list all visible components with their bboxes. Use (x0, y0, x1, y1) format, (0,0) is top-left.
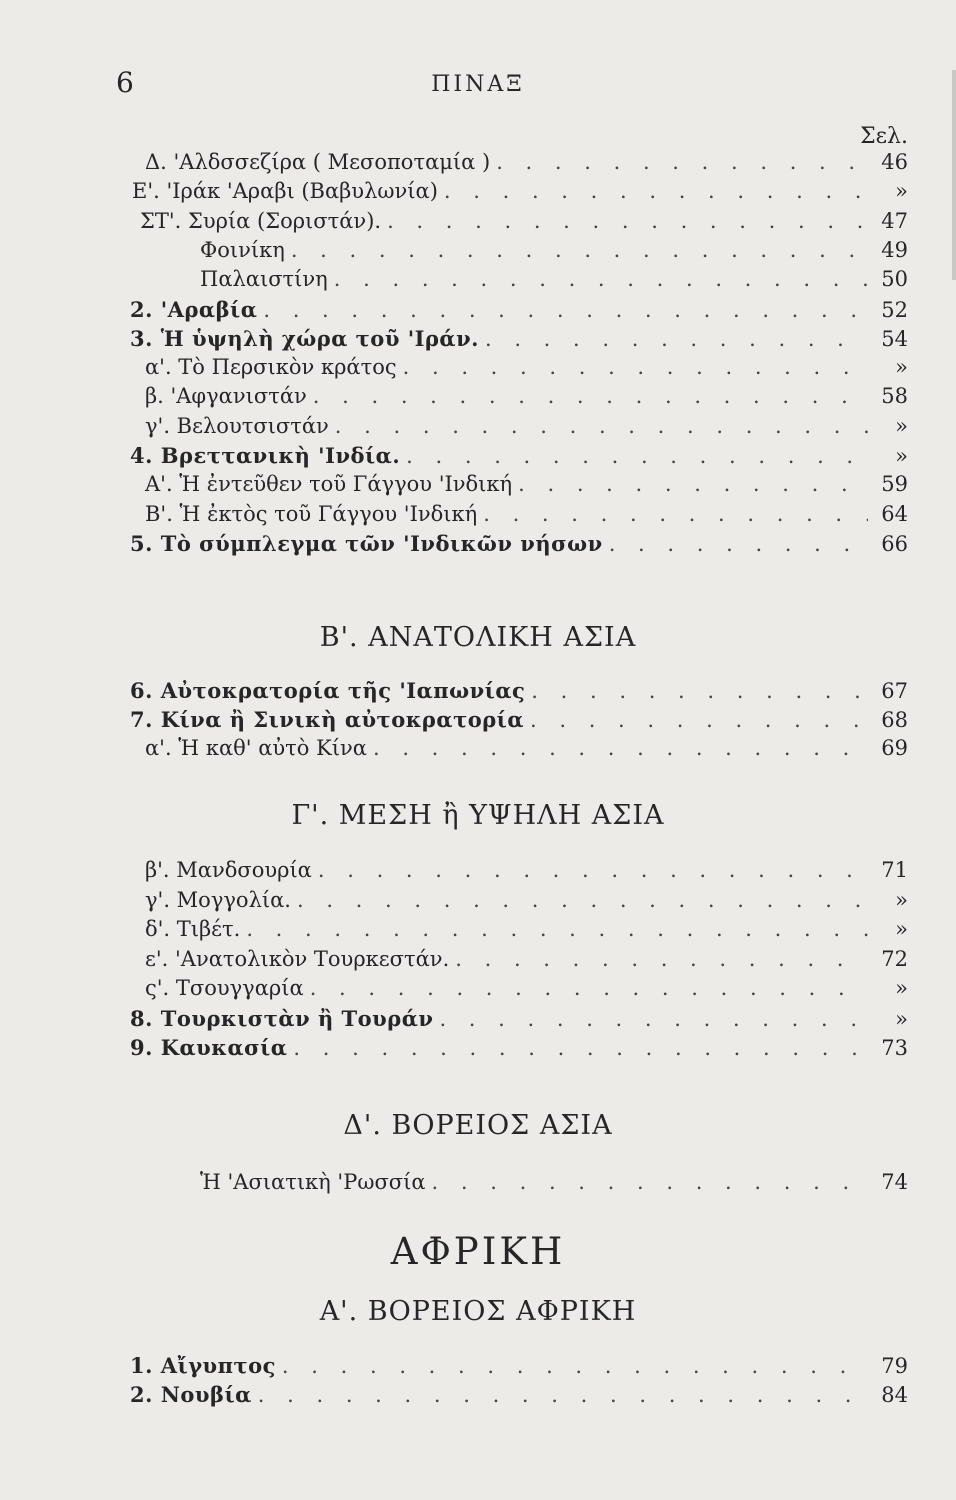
toc-entry-label: α'. Ἡ καθ' αὐτὸ Κίνα (145, 736, 367, 760)
toc-entry (145, 888, 908, 918)
toc-entry (130, 531, 908, 561)
toc-entry-label: ΣΤ'. Συρία (Σοριστάν). (140, 208, 382, 233)
toc-entry (145, 858, 908, 888)
toc-entry-page: 84 (881, 1383, 908, 1407)
page-column-label: Σελ. (860, 124, 908, 149)
dot-leader (282, 1354, 868, 1378)
toc-entry-label: 5. Τὸ σύμπλεγμα τῶν 'Ινδικῶν νήσων (130, 530, 603, 556)
toc-entry-page: 54 (881, 326, 908, 351)
toc-entry (200, 267, 908, 297)
toc-entry-label: Α'. Ἡ ἐντεῦθεν τοῦ Γάγγου 'Ινδική (145, 472, 513, 497)
toc-entry-page: 49 (881, 237, 908, 262)
section-heading-east-asia: Β'. ΑΝΑΤΟΛΙΚΗ ΑΣΙΑ (319, 622, 637, 653)
toc-entry-label: α'. Τὸ Περσικὸν κράτος (145, 355, 397, 380)
toc-entry-label: Β'. Ἡ ἐκτὸς τοῦ Γάγγου 'Ινδική (145, 501, 478, 526)
toc-entry-label: 2. 'Αραβία (130, 296, 258, 322)
toc-entry-page: 58 (881, 384, 908, 409)
toc-entry-page: 71 (881, 858, 908, 882)
toc-entry-label: δ'. Τιβέτ. (145, 917, 241, 941)
dot-leader (432, 1170, 868, 1194)
dot-leader (387, 209, 868, 233)
section-heading-central-asia: Γ'. ΜΕΣΗ ἢ ΥΨΗΛΗ ΑΣΙΑ (291, 800, 665, 831)
toc-entry (130, 678, 908, 708)
toc-entry (130, 1382, 908, 1412)
toc-entry (140, 209, 908, 239)
toc-entry (145, 414, 908, 444)
toc-entry (145, 917, 908, 947)
dot-leader (297, 888, 868, 912)
toc-entry-page: » (895, 444, 908, 468)
toc-entry-page: » (895, 917, 908, 941)
running-title: ΠΙΝΑΞ (431, 72, 525, 97)
dot-leader (291, 238, 868, 262)
toc-entry-page: 46 (881, 150, 908, 174)
dot-leader (609, 532, 868, 556)
toc-entry-label: 6. Αὐτοκρατορία τῆς 'Ιαπωνίας (130, 678, 526, 703)
toc-entry (145, 976, 908, 1006)
dot-leader (403, 355, 868, 379)
toc-entry-label: Ἡ 'Ασιατικὴ 'Ρωσσία (200, 1170, 426, 1194)
dot-leader (293, 1036, 868, 1060)
toc-entry-page: » (895, 976, 908, 1000)
section-heading-north-africa: Α'. ΒΟΡΕΙΟΣ ΑΦΡΙΚΗ (319, 1296, 637, 1327)
dot-leader (406, 444, 868, 468)
toc-entry (130, 1353, 908, 1383)
toc-entry-label: γ'. Βελουτσιστάν (145, 413, 329, 438)
toc-entry-page: » (895, 413, 908, 438)
dot-leader (483, 502, 868, 526)
dot-leader (318, 858, 868, 882)
toc-entry-label: 3. Ἡ ὑψηλὴ χώρα τοῦ 'Ιράν. (130, 325, 479, 351)
toc-entry-label: 8. Τουρκιστὰν ἢ Τουράν (130, 1005, 434, 1031)
toc-entry-page: 79 (881, 1354, 908, 1378)
toc-entry-label: ε'. 'Ανατολικὸν Τουρκεστάν. (145, 946, 450, 971)
dot-leader (455, 947, 868, 971)
toc-entry (200, 1170, 908, 1200)
toc-entry-page: 73 (881, 1036, 908, 1060)
dot-leader (531, 679, 868, 703)
toc-entry-label: Φοινίκη (200, 237, 285, 262)
toc-entry-page: » (895, 179, 908, 204)
toc-entry-label: β. 'Αφγανιστάν (145, 384, 307, 409)
dot-leader (263, 298, 868, 322)
toc-entry-page: 68 (881, 708, 908, 732)
toc-entry (132, 179, 908, 209)
page-number: 6 (116, 66, 134, 99)
toc-entry-label: 9. Καυκασία (130, 1035, 288, 1060)
toc-entry-label: 2. Νουβία (130, 1382, 252, 1407)
toc-entry-page: » (895, 1006, 908, 1031)
toc-entry-label: 1. Αἴγυπτος (130, 1353, 276, 1378)
toc-entry-label: γ'. Μογγολία. (145, 887, 291, 912)
toc-entry-page: 47 (881, 208, 908, 233)
toc-entry-page: » (895, 887, 908, 912)
dot-leader (530, 708, 868, 732)
toc-entry (145, 472, 908, 502)
toc-entry (145, 150, 908, 180)
toc-entry-page: 69 (881, 736, 908, 760)
toc-entry-label: 7. Κίνα ἢ Σινικὴ αὐτοκρατορία (130, 707, 524, 732)
dot-leader (335, 414, 868, 438)
page-edge-shadow (952, 70, 956, 280)
toc-entry-label: Παλαιστίνη (200, 267, 328, 292)
toc-entry (145, 384, 908, 414)
dot-leader (334, 267, 868, 291)
toc-entry-label: ς'. Τσουγγαρία (145, 976, 304, 1000)
section-heading-north-asia: Δ'. ΒΟΡΕΙΟΣ ΑΣΙΑ (343, 1110, 613, 1141)
dot-leader (485, 327, 868, 351)
toc-entry-label: Δ. 'Αλδσσεζίρα ( Μεσοποταμία ) (145, 150, 491, 174)
toc-entry-label: 4. Βρεττανικὴ 'Ινδία. (130, 443, 401, 468)
part-title-africa: ΑΦΡΙΚΗ (390, 1230, 566, 1273)
toc-entry (145, 355, 908, 385)
dot-leader (246, 917, 868, 941)
toc-entry-page: 64 (881, 501, 908, 526)
toc-entry-page: 66 (881, 531, 908, 556)
toc-entry (130, 443, 908, 473)
toc-entry (130, 297, 908, 327)
dot-leader (258, 1383, 868, 1407)
toc-entry (130, 1006, 908, 1036)
toc-entry (130, 1035, 908, 1065)
toc-entry (130, 707, 908, 737)
toc-entry-page: 50 (881, 267, 908, 292)
toc-entry-label: Ε'. 'Ιράκ 'Αραβι (Βαβυλωνία) (132, 179, 438, 204)
toc-entry-page: 74 (881, 1170, 908, 1194)
toc-entry-page: 72 (881, 946, 908, 971)
toc-entry-page: » (895, 355, 908, 380)
toc-entry-label: β'. Μανδσουρία (145, 858, 312, 882)
toc-entry (145, 947, 908, 977)
dot-leader (373, 736, 868, 760)
toc-entry-page: 59 (881, 472, 908, 497)
dot-leader (496, 150, 868, 174)
toc-entry (145, 502, 908, 532)
toc-entry-page: 67 (881, 679, 908, 703)
dot-leader (313, 384, 868, 408)
toc-entry (145, 736, 908, 766)
dot-leader (518, 472, 868, 496)
toc-entry-page: 52 (881, 297, 908, 322)
toc-entry (200, 238, 908, 268)
dot-leader (310, 976, 868, 1000)
toc-entry (130, 326, 908, 356)
dot-leader (439, 1007, 868, 1031)
dot-leader (444, 179, 868, 203)
